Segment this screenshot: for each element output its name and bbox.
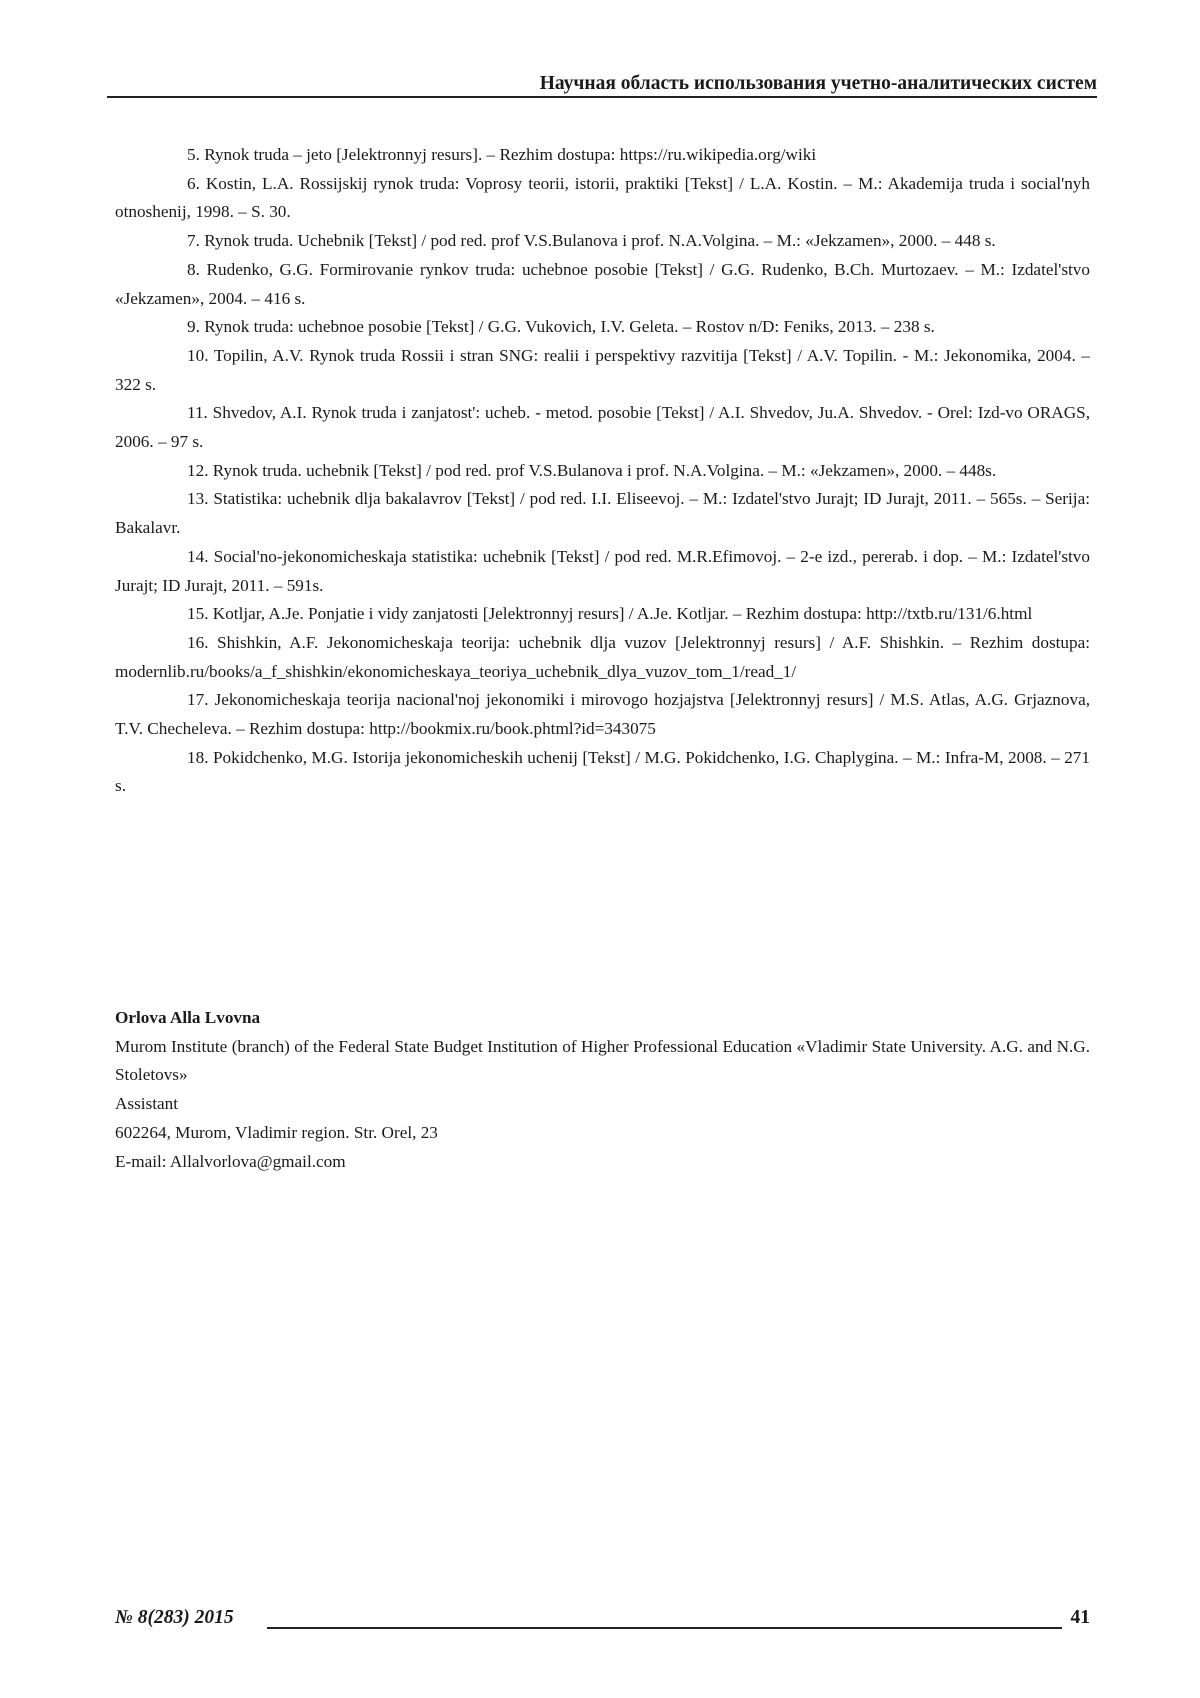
reference-item: 9. Rynok truda: uchebnoe posobie [Tekst] / G.G. Vukovich, I.V. Geleta. – Rostov n/D: Feniks, 2013. – 238 s. (115, 313, 1090, 342)
author-email: E-mail: Allalvorlova@gmail.com (115, 1148, 1090, 1177)
reference-item: 18. Pokidchenko, M.G. Istorija jekonomicheskih uchenij [Tekst] / M.G. Pokidchenko, I.G. Chaplygina. – M.: Infra-M, 2008. – 271 s. (115, 744, 1090, 801)
reference-item: 7. Rynok truda. Uchebnik [Tekst] / pod red. prof V.S.Bulanova i prof. N.A.Volgina. – M.: «Jekzamen», 2000. – 448 s. (115, 227, 1090, 256)
author-info (115, 1004, 1090, 1176)
page-footer (115, 1606, 1090, 1636)
reference-item: 13. Statistika: uchebnik dlja bakalavrov [Tekst] / pod red. I.I. Eliseevoj. – M.: Izdatel'stvo Jurajt; ID Jurajt, 2011. – 565s. – Serija: Bakalavr. (115, 485, 1090, 542)
author-affiliation: Murom Institute (branch) of the Federal State Budget Institution of Higher Professional Education «Vladimir State University. A.G. and N.G. Stoletovs» (115, 1033, 1090, 1090)
reference-item: 14. Social'no-jekonomicheskaja statistika: uchebnik [Tekst] / pod red. M.R.Efimovoj. – 2-e izd., pererab. i dop. – M.: Izdatel'stvo Jurajt; ID Jurajt, 2011. – 591s. (115, 543, 1090, 600)
reference-item: 6. Kostin, L.A. Rossijskij rynok truda: Voprosy teorii, istorii, praktiki [Tekst] / L.A. Kostin. – M.: Akademija truda i social'nyh otnoshenij, 1998. – S. 30. (115, 170, 1090, 227)
page-number: 41 (1071, 1606, 1091, 1630)
author-address: 602264, Murom, Vladimir region. Str. Orel, 23 (115, 1119, 1090, 1148)
reference-item: 5. Rynok truda – jeto [Jelektronnyj resurs]. – Rezhim dostupa: https://ru.wikipedia.org/wiki (115, 141, 1090, 170)
reference-item: 8. Rudenko, G.G. Formirovanie rynkov truda: uchebnoe posobie [Tekst] / G.G. Rudenko, B.Ch. Murtozaev. – M.: Izdatel'stvo «Jekzamen», 2004. – 416 s. (115, 256, 1090, 313)
reference-item: 15. Kotljar, A.Je. Ponjatie i vidy zanjatosti [Jelektronnyj resurs] / A.Je. Kotljar. – Rezhim dostupa: http://txtb.ru/131/6.html (115, 600, 1090, 629)
reference-item: 10. Topilin, A.V. Rynok truda Rossii i stran SNG: realii i perspektivy razvitija [Tekst] / A.V. Topilin. - M.: Jekonomika, 2004. – 322 s. (115, 342, 1090, 399)
reference-item: 17. Jekonomicheskaja teorija nacional'noj jekonomiki i mirovogo hozjajstva [Jelektronnyj resurs] / M.S. Atlas, A.G. Grjaznova, T.V. Checheleva. – Rezhim dostupa: http://bookmix.ru/book.phtml?id=343075 (115, 686, 1090, 743)
reference-item: 12. Rynok truda. uchebnik [Tekst] / pod red. prof V.S.Bulanova i prof. N.A.Volgina. – M.: «Jekzamen», 2000. – 448s. (115, 457, 1090, 486)
reference-list (115, 141, 1090, 801)
running-header-title: Научная область использования учетно-аналитических систем (107, 72, 1097, 96)
footer-divider (267, 1627, 1062, 1629)
issue-number: № 8(283) 2015 (115, 1606, 234, 1630)
reference-item: 11. Shvedov, A.I. Rynok truda i zanjatost': ucheb. - metod. posobie [Tekst] / A.I. Shvedov, Ju.A. Shvedov. - Orel: Izd-vo ORAGS, 2006. – 97 s. (115, 399, 1090, 456)
reference-item: 16. Shishkin, A.F. Jekonomicheskaja teorija: uchebnik dlja vuzov [Jelektronnyj resurs] / A.F. Shishkin. – Rezhim dostupa: modernlib.ru/books/a_f_shishkin/ekonomicheskaya_teoriya_uchebnik_dlya_vuzov_tom_1/read_1/ (115, 629, 1090, 686)
author-position: Assistant (115, 1090, 1090, 1119)
author-name: Orlova Alla Lvovna (115, 1004, 1090, 1033)
header-divider (107, 96, 1097, 98)
